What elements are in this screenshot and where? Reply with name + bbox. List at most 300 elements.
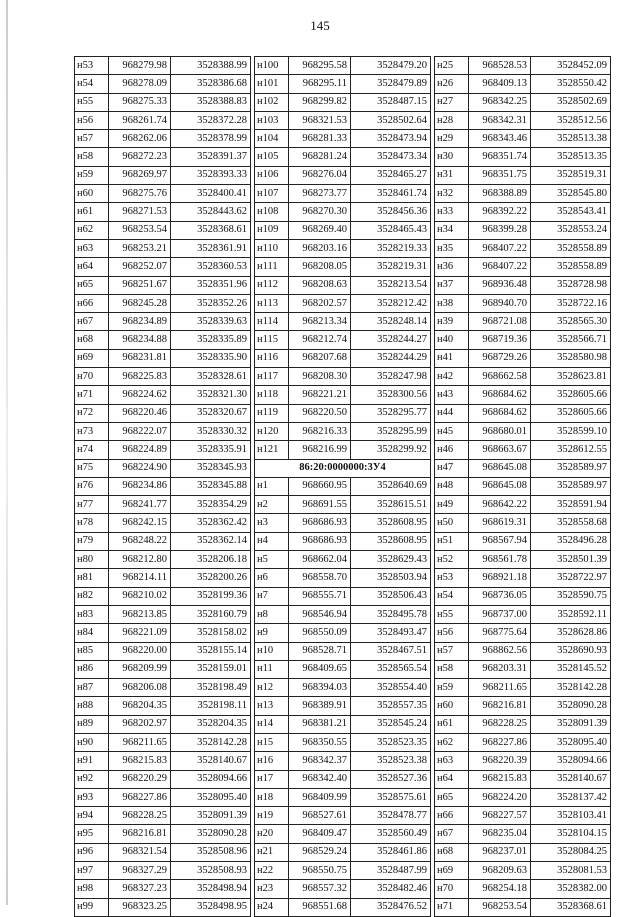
point-id-cell: н89 [75,715,109,733]
y-coordinate-cell: 3528558.89 [531,258,611,276]
x-coordinate-cell: 968216.81 [469,697,531,715]
point-id-cell: н7 [255,587,289,605]
point-id-cell: н8 [255,605,289,623]
table-row [255,386,431,404]
table-row [435,551,611,569]
y-coordinate-cell: 3528140.67 [171,752,251,770]
table-row [75,642,251,660]
y-coordinate-cell: 3528330.32 [171,422,251,440]
table-row [75,770,251,788]
point-id-cell: н31 [435,166,469,184]
table-row [75,880,251,898]
table-row [255,551,431,569]
point-id-cell: н70 [75,368,109,386]
point-id-cell: н54 [435,587,469,605]
point-id-cell: н63 [435,752,469,770]
x-coordinate-cell: 968211.65 [469,679,531,697]
x-coordinate-cell: 968220.46 [109,404,171,422]
table-row [75,422,251,440]
x-coordinate-cell: 968299.82 [289,93,351,111]
point-id-cell: н60 [435,697,469,715]
point-id-cell: н73 [75,422,109,440]
y-coordinate-cell: 3528545.80 [531,185,611,203]
y-coordinate-cell: 3528728.98 [531,276,611,294]
table-row [75,477,251,495]
table-row [255,185,431,203]
point-id-cell: н97 [75,862,109,880]
y-coordinate-cell: 3528388.83 [171,93,251,111]
point-id-cell: н37 [435,276,469,294]
y-coordinate-cell: 3528628.86 [531,624,611,642]
y-coordinate-cell: 3528393.33 [171,166,251,184]
y-coordinate-cell: 3528519.31 [531,166,611,184]
table-row [255,331,431,349]
page-number: 145 [310,18,330,33]
x-coordinate-cell: 968242.15 [109,514,171,532]
point-id-cell: н60 [75,185,109,203]
x-coordinate-cell: 968662.58 [469,368,531,386]
point-id-cell: н95 [75,825,109,843]
x-coordinate-cell: 968323.25 [109,898,171,916]
point-id-cell: н6 [255,569,289,587]
y-coordinate-cell: 3528335.90 [171,349,251,367]
table-row [75,404,251,422]
point-id-cell: н71 [435,898,469,916]
x-coordinate-cell: 968234.88 [109,331,171,349]
point-id-cell: н64 [75,258,109,276]
x-coordinate-cell: 968215.83 [109,752,171,770]
point-id-cell: н67 [75,313,109,331]
x-coordinate-cell: 968381.21 [289,715,351,733]
x-coordinate-cell: 968350.55 [289,733,351,751]
point-id-cell: н56 [75,111,109,129]
point-id-cell: н33 [435,203,469,221]
y-coordinate-cell: 3528590.75 [531,587,611,605]
table-row [435,331,611,349]
table-row [435,148,611,166]
y-coordinate-cell: 3528443.62 [171,203,251,221]
y-coordinate-cell: 3528502.69 [531,93,611,111]
point-id-cell: н44 [435,404,469,422]
point-id-cell: н20 [255,825,289,843]
x-coordinate-cell: 968342.25 [469,93,531,111]
x-coordinate-cell: 968253.54 [469,898,531,916]
table-row [435,130,611,148]
table-row [435,349,611,367]
y-coordinate-cell: 3528368.61 [531,898,611,916]
point-id-cell: н77 [75,496,109,514]
point-id-cell: н35 [435,239,469,257]
table-row [255,93,431,111]
x-coordinate-cell: 968210.02 [109,587,171,605]
table-row [75,276,251,294]
table-row [75,605,251,623]
x-coordinate-cell: 968389.91 [289,697,351,715]
table-row [75,862,251,880]
table-row [435,898,611,916]
table-row [75,660,251,678]
table-row [435,422,611,440]
table-row [255,880,431,898]
y-coordinate-cell: 3528391.37 [171,148,251,166]
table-row [435,569,611,587]
point-id-cell: н68 [75,331,109,349]
x-coordinate-cell: 968921.18 [469,569,531,587]
x-coordinate-cell: 968216.99 [289,441,351,459]
point-id-cell: н87 [75,679,109,697]
x-coordinate-cell: 968227.86 [469,733,531,751]
x-coordinate-cell: 968269.97 [109,166,171,184]
table-row [435,862,611,880]
table-row [75,788,251,806]
y-coordinate-cell: 3528461.86 [351,843,431,861]
y-coordinate-cell: 3528299.92 [351,441,431,459]
y-coordinate-cell: 3528502.64 [351,111,431,129]
y-coordinate-cell: 3528608.95 [351,532,431,550]
point-id-cell: н94 [75,807,109,825]
y-coordinate-cell: 3528513.35 [531,148,611,166]
table-row [435,111,611,129]
y-coordinate-cell: 3528320.67 [171,404,251,422]
x-coordinate-cell: 968220.50 [289,404,351,422]
point-id-cell: н42 [435,368,469,386]
point-id-cell: н46 [435,441,469,459]
y-coordinate-cell: 3528498.95 [171,898,251,916]
y-coordinate-cell: 3528219.31 [351,258,431,276]
x-coordinate-cell: 968269.40 [289,221,351,239]
point-id-cell: н57 [75,130,109,148]
y-coordinate-cell: 3528361.91 [171,239,251,257]
x-coordinate-cell: 968351.75 [469,166,531,184]
y-coordinate-cell: 3528589.97 [531,459,611,477]
table-row [75,624,251,642]
table-row [255,825,431,843]
x-coordinate-cell: 968276.04 [289,166,351,184]
y-coordinate-cell: 3528461.74 [351,185,431,203]
x-coordinate-cell: 968721.08 [469,313,531,331]
point-id-cell: н115 [255,331,289,349]
table-row [75,239,251,257]
table-row [75,130,251,148]
y-coordinate-cell: 3528339.63 [171,313,251,331]
y-coordinate-cell: 3528640.69 [351,477,431,495]
y-coordinate-cell: 3528091.39 [531,715,611,733]
table-row [435,880,611,898]
x-coordinate-cell: 968662.04 [289,551,351,569]
x-coordinate-cell: 968237.01 [469,843,531,861]
y-coordinate-cell: 3528523.38 [351,752,431,770]
table-row [255,75,431,93]
point-id-cell: н39 [435,313,469,331]
x-coordinate-cell: 968321.54 [109,843,171,861]
x-coordinate-cell: 968222.07 [109,422,171,440]
x-coordinate-cell: 968252.07 [109,258,171,276]
table-row [255,239,431,257]
x-coordinate-cell: 968684.62 [469,386,531,404]
table-row [435,166,611,184]
y-coordinate-cell: 3528247.98 [351,368,431,386]
y-coordinate-cell: 3528608.95 [351,514,431,532]
x-coordinate-cell: 968528.71 [289,642,351,660]
point-id-cell: н30 [435,148,469,166]
x-coordinate-cell: 968546.94 [289,605,351,623]
x-coordinate-cell: 968209.63 [469,862,531,880]
table-row [255,733,431,751]
table-row [75,111,251,129]
table-row [75,807,251,825]
x-coordinate-cell: 968557.32 [289,880,351,898]
x-coordinate-cell: 968214.11 [109,569,171,587]
table-row [435,660,611,678]
point-id-cell: н52 [435,551,469,569]
table-row [435,679,611,697]
y-coordinate-cell: 3528091.39 [171,807,251,825]
x-coordinate-cell: 968273.77 [289,185,351,203]
point-id-cell: н14 [255,715,289,733]
coordinate-table-2 [254,56,431,917]
y-coordinate-cell: 3528560.49 [351,825,431,843]
point-id-cell: н99 [75,898,109,916]
x-coordinate-cell: 968215.83 [469,770,531,788]
point-id-cell: н45 [435,422,469,440]
y-coordinate-cell: 3528554.40 [351,679,431,697]
table-row [435,624,611,642]
x-coordinate-cell: 968327.29 [109,862,171,880]
table-row [435,57,611,75]
point-id-cell: н74 [75,441,109,459]
x-coordinate-cell: 968206.08 [109,679,171,697]
point-id-cell: н98 [75,880,109,898]
point-id-cell: н116 [255,349,289,367]
table-row [435,221,611,239]
table-row [75,294,251,312]
table-row [435,752,611,770]
y-coordinate-cell: 3528368.61 [171,221,251,239]
point-id-cell: н107 [255,185,289,203]
x-coordinate-cell: 968213.85 [109,605,171,623]
y-coordinate-cell: 3528690.93 [531,642,611,660]
table-row [255,715,431,733]
table-row [75,166,251,184]
point-id-cell: н1 [255,477,289,495]
point-id-cell: н32 [435,185,469,203]
x-coordinate-cell: 968202.97 [109,715,171,733]
y-coordinate-cell: 3528591.94 [531,496,611,514]
y-coordinate-cell: 3528452.09 [531,57,611,75]
table-row [435,441,611,459]
scan-edge [6,0,8,905]
x-coordinate-cell: 968235.04 [469,825,531,843]
x-coordinate-cell: 968272.23 [109,148,171,166]
y-coordinate-cell: 3528198.49 [171,679,251,697]
x-coordinate-cell: 968388.89 [469,185,531,203]
y-coordinate-cell: 3528090.28 [531,697,611,715]
coordinate-table-3 [434,56,611,917]
point-id-cell: н88 [75,697,109,715]
table-row [75,331,251,349]
x-coordinate-cell: 968550.09 [289,624,351,642]
y-coordinate-cell: 3528084.25 [531,843,611,861]
y-coordinate-cell: 3528351.96 [171,276,251,294]
point-id-cell: н81 [75,569,109,587]
y-coordinate-cell: 3528565.30 [531,313,611,331]
table-row [435,258,611,276]
table-row [255,203,431,221]
x-coordinate-cell: 968278.09 [109,75,171,93]
y-coordinate-cell: 3528479.20 [351,57,431,75]
table-row [255,496,431,514]
y-coordinate-cell: 3528140.67 [531,770,611,788]
point-id-cell: н101 [255,75,289,93]
point-id-cell: н70 [435,880,469,898]
y-coordinate-cell: 3528599.10 [531,422,611,440]
y-coordinate-cell: 3528558.68 [531,514,611,532]
x-coordinate-cell: 968342.31 [469,111,531,129]
table-row [255,148,431,166]
x-coordinate-cell: 968321.53 [289,111,351,129]
table-row [255,130,431,148]
point-id-cell: н109 [255,221,289,239]
y-coordinate-cell: 3528160.79 [171,605,251,623]
y-coordinate-cell: 3528575.61 [351,788,431,806]
table-row [75,221,251,239]
x-coordinate-cell: 968225.83 [109,368,171,386]
table-row [75,514,251,532]
point-id-cell: н108 [255,203,289,221]
y-coordinate-cell: 3528328.61 [171,368,251,386]
table-row [255,770,431,788]
x-coordinate-cell: 968409.47 [289,825,351,843]
x-coordinate-cell: 968642.22 [469,496,531,514]
x-coordinate-cell: 968409.65 [289,660,351,678]
table-row [435,203,611,221]
y-coordinate-cell: 3528094.66 [171,770,251,788]
point-id-cell: н71 [75,386,109,404]
y-coordinate-cell: 3528566.71 [531,331,611,349]
y-coordinate-cell: 3528244.29 [351,349,431,367]
y-coordinate-cell: 3528198.11 [171,697,251,715]
y-coordinate-cell: 3528103.41 [531,807,611,825]
point-id-cell: н17 [255,770,289,788]
x-coordinate-cell: 968645.08 [469,477,531,495]
table-row [255,587,431,605]
table-row [435,404,611,422]
y-coordinate-cell: 3528386.68 [171,75,251,93]
table-row [435,733,611,751]
point-id-cell: н75 [75,459,109,477]
y-coordinate-cell: 3528498.94 [171,880,251,898]
table-row [435,843,611,861]
table-row [255,605,431,623]
table-row [75,75,251,93]
table-row [255,258,431,276]
y-coordinate-cell: 3528345.88 [171,477,251,495]
y-coordinate-cell: 3528527.36 [351,770,431,788]
point-id-cell: н68 [435,843,469,861]
y-coordinate-cell: 3528615.51 [351,496,431,514]
table-row [75,459,251,477]
y-coordinate-cell: 3528213.54 [351,276,431,294]
x-coordinate-cell: 968737.00 [469,605,531,623]
y-coordinate-cell: 3528487.15 [351,93,431,111]
x-coordinate-cell: 968550.75 [289,862,351,880]
point-id-cell: н64 [435,770,469,788]
x-coordinate-cell: 968680.01 [469,422,531,440]
x-coordinate-cell: 968221.09 [109,624,171,642]
x-coordinate-cell: 968399.28 [469,221,531,239]
point-id-cell: н118 [255,386,289,404]
point-id-cell: н47 [435,459,469,477]
x-coordinate-cell: 968528.53 [469,57,531,75]
y-coordinate-cell: 3528081.53 [531,862,611,880]
point-id-cell: н112 [255,276,289,294]
x-coordinate-cell: 968216.33 [289,422,351,440]
point-id-cell: н103 [255,111,289,129]
y-coordinate-cell: 3528557.35 [351,697,431,715]
point-id-cell: н120 [255,422,289,440]
y-coordinate-cell: 3528372.28 [171,111,251,129]
x-coordinate-cell: 968254.18 [469,880,531,898]
x-coordinate-cell: 968561.78 [469,551,531,569]
x-coordinate-cell: 968392.22 [469,203,531,221]
y-coordinate-cell: 3528605.66 [531,404,611,422]
table-row [255,532,431,550]
x-coordinate-cell: 968234.86 [109,477,171,495]
x-coordinate-cell: 968663.67 [469,441,531,459]
point-id-cell: н19 [255,807,289,825]
y-coordinate-cell: 3528508.93 [171,862,251,880]
x-coordinate-cell: 968351.74 [469,148,531,166]
y-coordinate-cell: 3528212.42 [351,294,431,312]
table-row [255,57,431,75]
x-coordinate-cell: 968619.31 [469,514,531,532]
x-coordinate-cell: 968220.29 [109,770,171,788]
x-coordinate-cell: 968645.08 [469,459,531,477]
point-id-cell: н113 [255,294,289,312]
point-id-cell: н55 [435,605,469,623]
point-id-cell: н106 [255,166,289,184]
y-coordinate-cell: 3528155.14 [171,642,251,660]
y-coordinate-cell: 3528199.36 [171,587,251,605]
x-coordinate-cell: 968211.65 [109,733,171,751]
y-coordinate-cell: 3528094.66 [531,752,611,770]
point-id-cell: н121 [255,441,289,459]
point-id-cell: н25 [435,57,469,75]
x-coordinate-cell: 968691.55 [289,496,351,514]
y-coordinate-cell: 3528513.38 [531,130,611,148]
point-id-cell: н82 [75,587,109,605]
x-coordinate-cell: 968394.03 [289,679,351,697]
x-coordinate-cell: 968555.71 [289,587,351,605]
point-id-cell: н54 [75,75,109,93]
table-row [255,642,431,660]
table-row [255,477,431,495]
point-id-cell: н72 [75,404,109,422]
y-coordinate-cell: 3528335.89 [171,331,251,349]
point-id-cell: н80 [75,551,109,569]
y-coordinate-cell: 3528388.99 [171,57,251,75]
table-row [255,111,431,129]
y-coordinate-cell: 3528244.27 [351,331,431,349]
point-id-cell: н12 [255,679,289,697]
x-coordinate-cell: 968775.64 [469,624,531,642]
x-coordinate-cell: 968227.57 [469,807,531,825]
x-coordinate-cell: 968204.35 [109,697,171,715]
y-coordinate-cell: 3528145.52 [531,660,611,678]
x-coordinate-cell: 968529.24 [289,843,351,861]
x-coordinate-cell: 968275.76 [109,185,171,203]
table-row [435,239,611,257]
